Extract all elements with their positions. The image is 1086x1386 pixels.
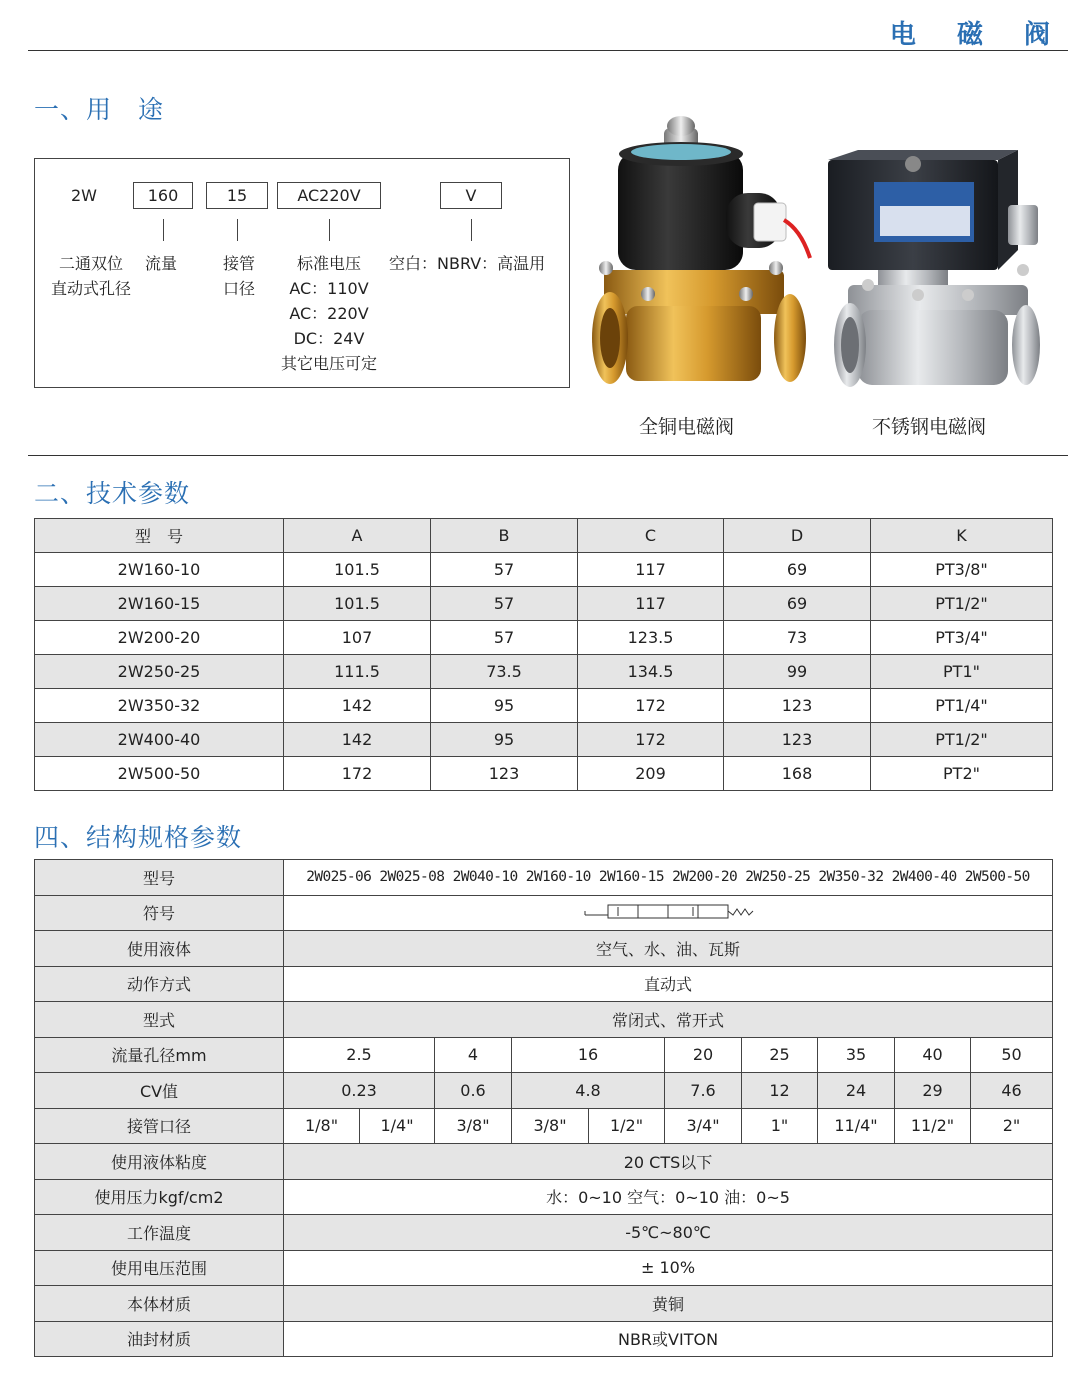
header-cell: 型 号 bbox=[35, 519, 284, 553]
spec-value: 1/8" bbox=[284, 1108, 360, 1144]
table-cell: 95 bbox=[431, 689, 578, 723]
spec-row-symbol bbox=[35, 895, 1053, 931]
brass-valve-caption: 全铜电磁阀 bbox=[639, 416, 735, 438]
header-cell: K bbox=[871, 519, 1053, 553]
table-cell: 73.5 bbox=[431, 655, 578, 689]
table-cell: 2W500-50 bbox=[35, 757, 284, 791]
table-cell: 172 bbox=[578, 689, 724, 723]
page-header-title: 电 磁 阀 bbox=[889, 20, 1066, 50]
table-cell: 2W160-15 bbox=[35, 587, 284, 621]
spec-value: 29 bbox=[895, 1073, 971, 1109]
spec-value: 50 bbox=[971, 1037, 1053, 1073]
spec-value: 12 bbox=[742, 1073, 818, 1109]
table-row bbox=[35, 553, 1053, 587]
code-connector bbox=[163, 219, 164, 241]
spec-label: 本体材质 bbox=[35, 1286, 284, 1322]
header-cell: C bbox=[578, 519, 724, 553]
table-cell: 57 bbox=[431, 553, 578, 587]
table-cell: 209 bbox=[578, 757, 724, 791]
table-cell: 99 bbox=[724, 655, 871, 689]
spec-value: 20 CTS以下 bbox=[284, 1144, 1053, 1180]
table-cell: 2W350-32 bbox=[35, 689, 284, 723]
brass-solenoid-valve-photo bbox=[586, 108, 816, 393]
table-cell: 142 bbox=[284, 689, 431, 723]
table-cell: 168 bbox=[724, 757, 871, 791]
table-cell: 101.5 bbox=[284, 553, 431, 587]
spec-value: 空气、水、油、瓦斯 bbox=[284, 931, 1053, 967]
table-cell: 172 bbox=[578, 723, 724, 757]
spec-value: 46 bbox=[971, 1073, 1053, 1109]
code-connector bbox=[237, 219, 238, 241]
code-box-pipe: 15 bbox=[206, 182, 268, 209]
spec-label: 型式 bbox=[35, 1002, 284, 1038]
section-tech-params-title: 二、技术参数 bbox=[34, 479, 191, 508]
table-cell: 123 bbox=[431, 757, 578, 791]
table-cell: PT3/4" bbox=[871, 621, 1053, 655]
code-prefix: 2W bbox=[71, 186, 97, 205]
table-cell: 73 bbox=[724, 621, 871, 655]
table-header-row bbox=[35, 519, 1053, 553]
spec-value: 0.23 bbox=[284, 1073, 435, 1109]
spec-value: 11/2" bbox=[895, 1108, 971, 1144]
code-desc-flow: 流量 bbox=[145, 254, 178, 273]
table-cell: PT3/8" bbox=[871, 553, 1053, 587]
table-cell: PT1/2" bbox=[871, 723, 1053, 757]
spec-value: 2" bbox=[971, 1108, 1053, 1144]
spec-label: 符号 bbox=[35, 895, 284, 931]
header-cell: A bbox=[284, 519, 431, 553]
spec-row-seal bbox=[35, 1321, 1053, 1357]
spec-value: 35 bbox=[818, 1037, 895, 1073]
table-cell: 107 bbox=[284, 621, 431, 655]
code-box-seal: V bbox=[440, 182, 502, 209]
table-cell: 2W200-20 bbox=[35, 621, 284, 655]
spec-value: 水：0~10 空气：0~10 油：0~5 bbox=[284, 1179, 1053, 1215]
spec-label: 使用电压范围 bbox=[35, 1250, 284, 1286]
stainless-valve-caption: 不锈钢电磁阀 bbox=[872, 416, 987, 438]
spec-value: 25 bbox=[742, 1037, 818, 1073]
model-code-box bbox=[34, 158, 570, 388]
spec-row-model bbox=[35, 860, 1053, 896]
spec-row-viscosity bbox=[35, 1144, 1053, 1180]
section-structure-specs-title: 四、结构规格参数 bbox=[34, 823, 243, 852]
spec-value: 1" bbox=[742, 1108, 818, 1144]
table-row bbox=[35, 655, 1053, 689]
section-divider bbox=[28, 455, 1068, 456]
table-cell: 123.5 bbox=[578, 621, 724, 655]
code-connector bbox=[329, 219, 330, 241]
header-divider bbox=[28, 50, 1068, 51]
spec-value: 11/4" bbox=[818, 1108, 895, 1144]
table-row bbox=[35, 587, 1053, 621]
code-desc-voltage: 标准电压 AC：110V AC：220V DC：24V 其它电压可定 bbox=[280, 254, 377, 373]
spec-label: 动作方式 bbox=[35, 966, 284, 1002]
code-box-voltage: AC220V bbox=[277, 182, 381, 209]
spec-label: 使用液体 bbox=[35, 931, 284, 967]
table-cell: 134.5 bbox=[578, 655, 724, 689]
spec-row-pipe bbox=[35, 1108, 1053, 1144]
header-cell: B bbox=[431, 519, 578, 553]
spec-label: 接管口径 bbox=[35, 1108, 284, 1144]
table-cell: 123 bbox=[724, 689, 871, 723]
spec-label: 使用压力kgf/cm2 bbox=[35, 1179, 284, 1215]
spec-value: 0.6 bbox=[435, 1073, 512, 1109]
spec-value: NBR或VITON bbox=[284, 1321, 1053, 1357]
table-cell: 57 bbox=[431, 621, 578, 655]
spec-label: 油封材质 bbox=[35, 1321, 284, 1357]
spec-row-cv bbox=[35, 1073, 1053, 1109]
spec-label: 流量孔径mm bbox=[35, 1037, 284, 1073]
spec-value: 1/4" bbox=[360, 1108, 435, 1144]
valve-symbol-cell bbox=[284, 895, 1053, 931]
table-row bbox=[35, 621, 1053, 655]
stainless-solenoid-valve-photo bbox=[818, 150, 1056, 395]
code-box-flow: 160 bbox=[133, 182, 193, 209]
code-desc-pipe: 接管 口径 bbox=[223, 254, 256, 298]
spec-value: 3/8" bbox=[435, 1108, 512, 1144]
table-cell: PT2" bbox=[871, 757, 1053, 791]
spec-row-body bbox=[35, 1286, 1053, 1322]
spec-row-voltage-range bbox=[35, 1250, 1053, 1286]
table-cell: PT1" bbox=[871, 655, 1053, 689]
valve-symbol-icon bbox=[581, 901, 756, 921]
table-cell: 57 bbox=[431, 587, 578, 621]
spec-value: 常闭式、常开式 bbox=[284, 1002, 1053, 1038]
table-row bbox=[35, 689, 1053, 723]
table-cell: 2W160-10 bbox=[35, 553, 284, 587]
header-cell: D bbox=[724, 519, 871, 553]
table-row bbox=[35, 723, 1053, 757]
spec-value: 3/4" bbox=[665, 1108, 742, 1144]
spec-label: CV值 bbox=[35, 1073, 284, 1109]
spec-value: 3/8" bbox=[512, 1108, 589, 1144]
spec-value: 直动式 bbox=[284, 966, 1053, 1002]
spec-value: -5℃~80℃ bbox=[284, 1215, 1053, 1251]
table-cell: 69 bbox=[724, 553, 871, 587]
table-cell: 117 bbox=[578, 587, 724, 621]
code-desc-type: 二通双位 直动式孔径 bbox=[51, 254, 132, 298]
code-connector bbox=[471, 219, 472, 241]
spec-value: 40 bbox=[895, 1037, 971, 1073]
table-cell: 123 bbox=[724, 723, 871, 757]
spec-value: 2.5 bbox=[284, 1037, 435, 1073]
spec-row-form bbox=[35, 1002, 1053, 1038]
spec-value: 4 bbox=[435, 1037, 512, 1073]
table-cell: 142 bbox=[284, 723, 431, 757]
table-cell: 69 bbox=[724, 587, 871, 621]
table-cell: PT1/2" bbox=[871, 587, 1053, 621]
structure-specs-table bbox=[34, 859, 1053, 1357]
spec-row-fluid bbox=[35, 931, 1053, 967]
spec-value: 24 bbox=[818, 1073, 895, 1109]
spec-label: 使用液体粘度 bbox=[35, 1144, 284, 1180]
spec-value: 黄铜 bbox=[284, 1286, 1053, 1322]
table-cell: 2W400-40 bbox=[35, 723, 284, 757]
table-cell: 172 bbox=[284, 757, 431, 791]
code-desc-seal: 空白：NBRV：高温用 bbox=[389, 254, 546, 273]
spec-value: 4.8 bbox=[512, 1073, 665, 1109]
table-cell: 111.5 bbox=[284, 655, 431, 689]
spec-models-list: 2W025-06 2W025-08 2W040-10 2W160-10 2W160-15 2W200-20 2W250-25 2W350-32 2W400-40 2W500-50 bbox=[284, 860, 1053, 896]
tech-params-table bbox=[34, 518, 1053, 791]
section-usage-title: 一、用 途 bbox=[34, 95, 165, 124]
spec-row-orifice bbox=[35, 1037, 1053, 1073]
spec-row-temperature bbox=[35, 1215, 1053, 1251]
table-cell: 117 bbox=[578, 553, 724, 587]
spec-label: 型号 bbox=[35, 860, 284, 896]
spec-value: 7.6 bbox=[665, 1073, 742, 1109]
table-cell: 2W250-25 bbox=[35, 655, 284, 689]
spec-value: 16 bbox=[512, 1037, 665, 1073]
table-cell: 95 bbox=[431, 723, 578, 757]
spec-value: ± 10% bbox=[284, 1250, 1053, 1286]
table-cell: 101.5 bbox=[284, 587, 431, 621]
spec-value: 20 bbox=[665, 1037, 742, 1073]
spec-label: 工作温度 bbox=[35, 1215, 284, 1251]
spec-value: 1/2" bbox=[589, 1108, 665, 1144]
spec-row-action bbox=[35, 966, 1053, 1002]
spec-row-pressure bbox=[35, 1179, 1053, 1215]
table-row bbox=[35, 757, 1053, 791]
table-cell: PT1/4" bbox=[871, 689, 1053, 723]
